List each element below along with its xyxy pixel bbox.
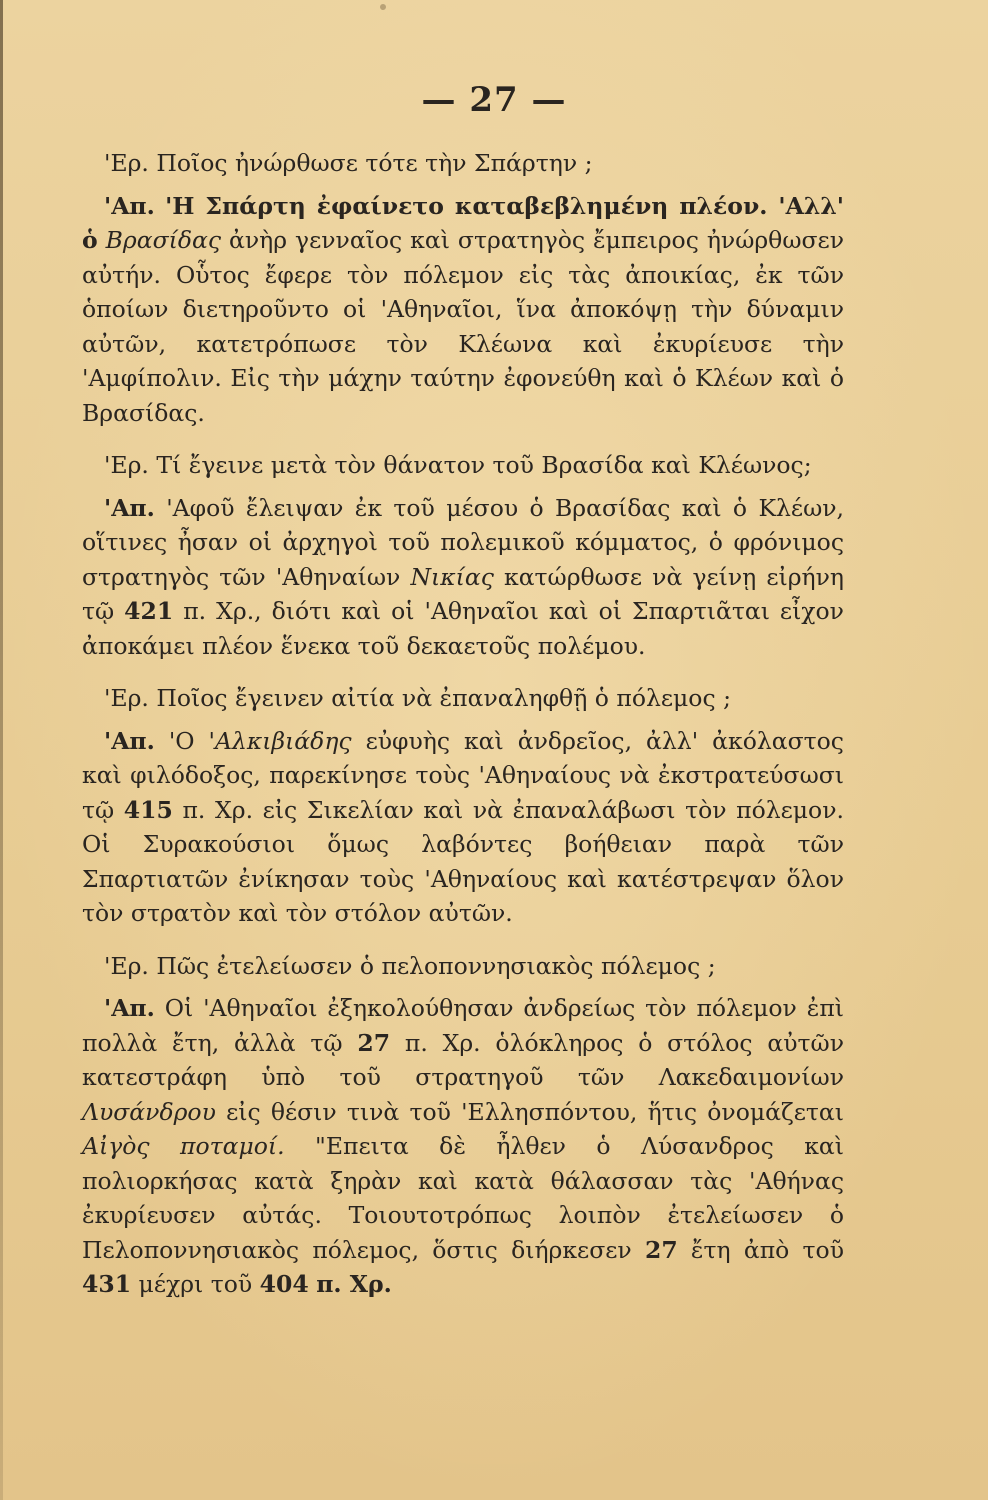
paper-speck xyxy=(380,4,386,10)
answer-text: 'Ο xyxy=(168,726,195,755)
question-label: 'Ερ. xyxy=(104,684,149,712)
question-text: Πῶς ἐτελείωσεν ὁ πελοποννησιακὸς πόλεμος ; xyxy=(156,951,716,980)
year-431: 431 xyxy=(82,1270,132,1298)
answer-text: π. Χρ. xyxy=(316,1270,392,1298)
page-number: — 27 — xyxy=(421,80,567,120)
answer-1 xyxy=(82,189,844,431)
answer-4 xyxy=(82,991,844,1302)
year-405: 27 xyxy=(357,1028,391,1057)
place-aigos-potamoi: Αἰγὸς ποταμοί. xyxy=(82,1132,285,1160)
question-2 xyxy=(82,448,844,483)
answer-text: π. Χρ. ὁλόκληρος ὁ στόλος αὐτῶν κατεστράφη ὑπὸ τοῦ στρατηγοῦ τῶν Λακεδαιμονίων xyxy=(82,1028,844,1091)
answer-text: 'Η Σπάρτη ἐφαίνετο καταβεβλημένη πλέον. 'Αλλ' ὁ xyxy=(82,191,844,254)
name-nikias: Νικίας xyxy=(410,562,494,591)
years-27: 27 xyxy=(644,1235,678,1264)
answer-2 xyxy=(82,491,844,664)
question-label: 'Ερ. xyxy=(104,149,149,177)
answer-text: εἰς θέσιν τινὰ τοῦ 'Ελλησπόντου, ἥτις ὀνομάζεται xyxy=(226,1097,844,1126)
year-404: 404 xyxy=(259,1270,309,1298)
question-text: Τί ἔγεινε μετὰ τὸν θάνατον τοῦ Βρασίδα καὶ Κλέωνος; xyxy=(156,451,812,479)
answer-text: "Επειτα δὲ ἦλθεν ὁ Λύσανδρος καὶ πολιορκήσας κατὰ ξηρὰν καὶ κατὰ θάλασσαν τὰς 'Αθήνας ἐκυρίευσεν αὐτάς. Τοιουτοτρόπως λοιπὸν ἐτελείωσεν ὁ Πελοποννησιακὸς πόλεμος, ὅστις διήρκεσεν xyxy=(82,1132,844,1264)
question-text: Ποῖος ἔγεινεν αἰτία νὰ ἐπαναληφθῇ ὁ πόλεμος ; xyxy=(156,684,732,712)
answer-text: Οἱ 'Αθηναῖοι ἐξηκολούθησαν ἀνδρείως τὸν πόλεμον ἐπὶ πολλὰ ἔτη, ἀλλὰ τῷ xyxy=(82,994,844,1057)
page-binding-edge xyxy=(0,0,3,1500)
question-4 xyxy=(82,949,844,984)
answer-3 xyxy=(82,724,844,931)
answer-text: 'Αφοῦ ἔλειψαν ἐκ τοῦ μέσου ὁ Βρασίδας καὶ ὁ Κλέων, οἵτινες ἦσαν οἱ ἀρχηγοὶ τοῦ πολεμικοῦ κόμματος, ὁ φρόνιμος στρατηγὸς τῶν 'Αθηναίων xyxy=(82,493,844,591)
answer-text: εὐφυὴς καὶ ἀνδρεῖος, ἀλλ' ἀκόλαστος καὶ φιλόδοξος, παρεκίνησε τοὺς 'Αθηναίους νὰ ἐκστρατεύσωσι τῷ xyxy=(82,726,844,824)
text-block xyxy=(82,146,844,1320)
question-label: 'Ερ. xyxy=(104,951,149,980)
question-3 xyxy=(82,681,844,716)
answer-label: 'Απ. xyxy=(104,191,155,220)
year-421: 421 xyxy=(124,597,174,625)
question-1 xyxy=(82,146,844,181)
answer-text: ἔτη ἀπὸ τοῦ xyxy=(690,1235,844,1264)
answer-label: 'Απ. xyxy=(104,726,155,755)
name-brasidas: Βρασίδας xyxy=(105,226,222,254)
answer-text: π. Χρ., διότι καὶ οἱ 'Αθηναῖοι καὶ οἱ Σπαρτιᾶται εἶχον ἀποκάμει πλέον ἕνεκα τοῦ δεκαετοῦς πολέμου. xyxy=(82,597,844,660)
name-lysandros: Λυσάνδρου xyxy=(82,1097,216,1126)
answer-text: κατώρθωσε νὰ γείνῃ εἰρήνη τῷ xyxy=(82,562,844,625)
year-415: 415 xyxy=(123,795,173,824)
answer-label: 'Απ. xyxy=(104,994,155,1022)
answer-text: π. Χρ. εἰς Σικελίαν καὶ νὰ ἐπαναλάβωσι τὸν πόλεμον. Οἱ Συρακούσιοι ὅμως λαβόντες βοήθειαν παρὰ τῶν Σπαρτιατῶν ἐνίκησαν τοὺς 'Αθηναίους καὶ κατέστρεψαν ὅλον τὸν στρατὸν καὶ τὸν στόλον αὐτῶν. xyxy=(82,795,844,927)
answer-label: 'Απ. xyxy=(104,493,155,522)
answer-text: μέχρι τοῦ xyxy=(138,1270,253,1298)
question-text: Ποῖος ἠνώρθωσε τότε τὴν Σπάρτην ; xyxy=(156,149,593,177)
answer-text: ἀνὴρ γενναῖος καὶ στρατηγὸς ἔμπειρος ἠνώρθωσεν αὐτήν. Οὗτος ἔφερε τὸν πόλεμον εἰς τὰς ἀποικίας, ἐκ τῶν ὁποίων διετηροῦντο οἱ 'Αθηναῖοι, ἵνα ἀποκόψῃ τὴν δύναμιν αὐτῶν, κατετρόπωσε τὸν Κλέωνα καὶ ἐκυρίευσε τὴν 'Αμφίπολιν. Εἰς τὴν μάχην ταύτην ἐφονεύθη καὶ ὁ Κλέων καὶ ὁ Βρασίδας. xyxy=(82,226,844,427)
name-alkibiades: 'Αλκιβιάδης xyxy=(208,726,352,755)
question-label: 'Ερ. xyxy=(104,451,149,479)
